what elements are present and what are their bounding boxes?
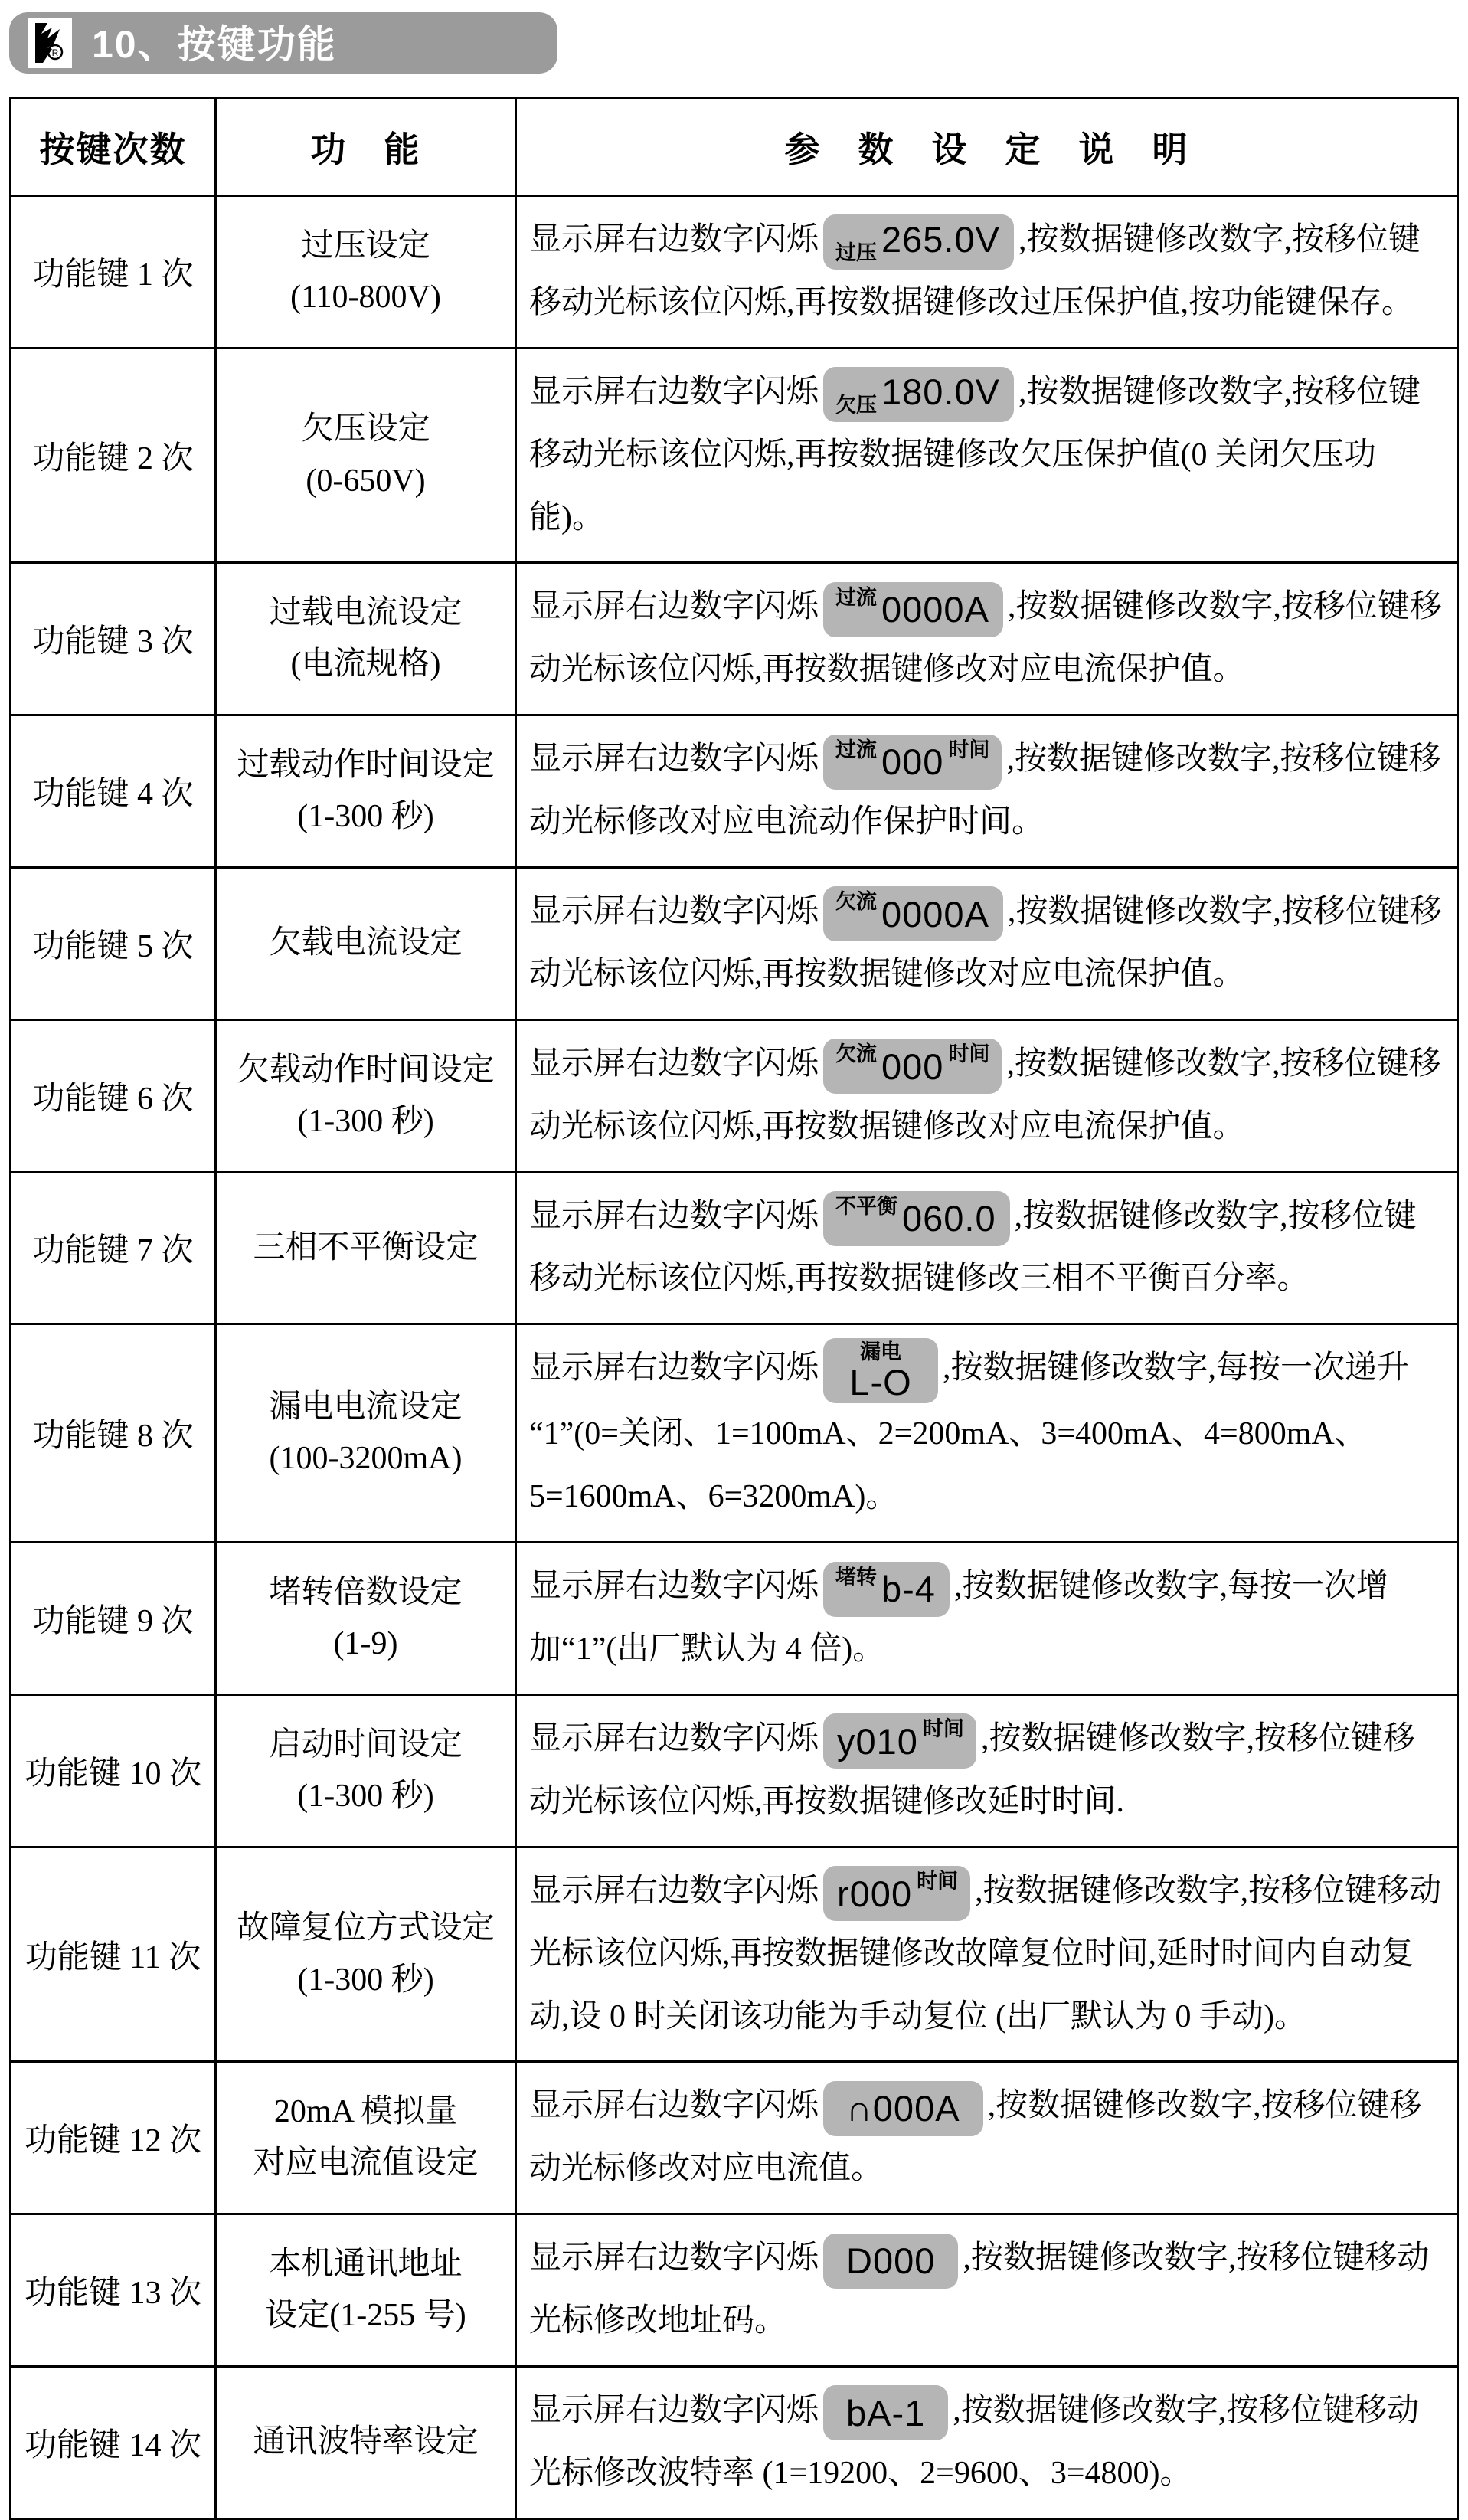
brand-logo-icon	[28, 18, 72, 68]
presses-cell: 功能键 7 次	[11, 1172, 216, 1324]
lcd-suffix: 时间	[948, 1042, 990, 1066]
lcd-display-badge	[823, 582, 1003, 637]
table-row	[11, 1324, 1458, 1543]
lcd-value: b-4	[881, 1569, 936, 1610]
lcd-suffix: 时间	[922, 1717, 964, 1741]
presses-cell: 功能键 1 次	[11, 196, 216, 349]
desc-before-text: 显示屏右边数字闪烁	[529, 374, 819, 410]
lcd-display-badge	[823, 2234, 958, 2289]
table-row	[11, 2214, 1458, 2367]
desc-before-text: 显示屏右边数字闪烁	[529, 2240, 819, 2276]
key-function-table	[9, 97, 1459, 2520]
lcd-value: D000	[846, 2240, 936, 2282]
description-cell	[516, 1694, 1458, 1847]
function-line: 20mA 模拟量	[273, 2094, 458, 2130]
table-row	[11, 563, 1458, 715]
function-cell	[216, 1324, 516, 1543]
function-cell	[216, 563, 516, 715]
desc-after-text: ,按数据键修改数字,按移位键移动光标该位闪烁,再按数据键修改三相不平衡百分率。	[529, 1198, 1417, 1297]
function-line: 本机通讯地址	[269, 2246, 463, 2282]
desc-before-text: 显示屏右边数字闪烁	[529, 1350, 819, 1386]
lcd-value: 0000A	[881, 589, 989, 630]
table-row	[11, 2366, 1458, 2518]
table-row	[11, 1694, 1458, 1847]
description-cell	[516, 2214, 1458, 2367]
function-cell	[216, 868, 516, 1020]
description-cell	[516, 1172, 1458, 1324]
lcd-label: 欠流	[835, 1042, 878, 1066]
function-line: (1-300 秒)	[297, 1962, 434, 1998]
lcd-display-badge	[823, 1562, 950, 1617]
function-line: 过载动作时间设定	[237, 747, 495, 783]
description-cell	[516, 2366, 1458, 2518]
lcd-value: 0000A	[881, 893, 989, 934]
lcd-label: 堵转	[835, 1565, 878, 1589]
description-cell	[516, 348, 1458, 563]
desc-after-text: ,按数据键修改数字,按移位键移动光标修改波特率 (1=19200、2=9600、3=4800)。	[529, 2392, 1420, 2491]
table-row	[11, 1019, 1458, 1172]
desc-after-text: ,按数据键修改数字,每按一次增加“1”(出厂默认为 4 倍)。	[529, 1569, 1388, 1667]
function-line: 故障复位方式设定	[237, 1910, 495, 1946]
presses-cell: 功能键 9 次	[11, 1543, 216, 1695]
lcd-display-badge	[823, 1338, 938, 1403]
lcd-label: 欠压	[835, 393, 878, 417]
lcd-display-badge	[823, 735, 1002, 790]
desc-before-text: 显示屏右边数字闪烁	[529, 2392, 819, 2428]
function-cell	[216, 1172, 516, 1324]
header-function: 功 能	[216, 98, 516, 196]
function-line: (1-300 秒)	[297, 799, 434, 835]
lcd-value: 265.0V	[881, 218, 1000, 260]
lcd-value: 060.0	[902, 1198, 996, 1239]
function-cell	[216, 196, 516, 349]
function-line: 过压设定	[301, 227, 430, 263]
table-row	[11, 196, 1458, 349]
function-line: 欠压设定	[301, 411, 430, 447]
presses-cell: 功能键 6 次	[11, 1019, 216, 1172]
function-cell	[216, 1847, 516, 2062]
function-cell	[216, 1694, 516, 1847]
desc-after-text: ,按数据键修改数字,按移位键移动光标该位闪烁,再按数据键修改欠压保护值(0 关闭欠压功能)。	[529, 374, 1421, 535]
presses-cell: 功能键 3 次	[11, 563, 216, 715]
lcd-label: 过流	[835, 738, 878, 761]
lcd-label: 不平衡	[835, 1194, 898, 1218]
function-line: 对应电流值设定	[253, 2145, 479, 2181]
function-line: 堵转倍数设定	[269, 1574, 463, 1610]
desc-after-text: ,按数据键修改数字,按移位键移动光标该位闪烁,再按数据键修改对应电流保护值。	[529, 589, 1442, 688]
function-cell	[216, 2062, 516, 2214]
function-line: (1-9)	[333, 1626, 398, 1662]
desc-after-text: ,按数据键修改数字,按移位键移动光标该位闪烁,再按数据键修改对应电流保护值。	[529, 1046, 1441, 1144]
function-line: (100-3200mA)	[269, 1441, 463, 1477]
desc-after-text: ,按数据键修改数字,每按一次递升 “1”(0=关闭、1=100mA、2=200mA、3=400mA、4=800mA、5=1600mA、6=3200mA)。	[529, 1350, 1410, 1515]
presses-cell: 功能键 14 次	[11, 2366, 216, 2518]
lcd-label: 漏电	[860, 1340, 902, 1364]
presses-cell: 功能键 12 次	[11, 2062, 216, 2214]
lcd-value: bA-1	[846, 2392, 926, 2433]
description-cell	[516, 715, 1458, 868]
header-row	[11, 98, 1458, 196]
function-line: (电流规格)	[290, 646, 441, 682]
description-cell	[516, 196, 1458, 349]
desc-after-text: ,按数据键修改数字,按移位键移动光标该位闪烁,再按数据键修改过压保护值,按功能键保存。	[529, 222, 1421, 320]
function-line: 三相不平衡设定	[253, 1229, 479, 1265]
function-line: 启动时间设定	[269, 1726, 463, 1762]
lcd-value: ∩000A	[846, 2088, 960, 2129]
desc-before-text: 显示屏右边数字闪烁	[529, 1046, 819, 1082]
header-description: 参 数 设 定 说 明	[516, 98, 1458, 196]
desc-after-text: ,按数据键修改数字,按移位键移动光标修改地址码。	[529, 2240, 1430, 2339]
function-line: 设定(1-255 号)	[265, 2298, 466, 2334]
function-cell	[216, 715, 516, 868]
section-banner	[9, 12, 557, 74]
description-cell	[516, 868, 1458, 1020]
desc-after-text: ,按数据键修改数字,按移位键移动光标修改对应电流值。	[529, 2088, 1422, 2187]
table-body	[11, 196, 1458, 2519]
function-line: 欠载电流设定	[269, 925, 463, 961]
function-line: 过载电流设定	[269, 595, 463, 631]
function-line: (1-300 秒)	[297, 1103, 434, 1139]
lcd-display-badge	[823, 1039, 1002, 1094]
lcd-display-badge	[823, 2081, 983, 2136]
presses-cell: 功能键 13 次	[11, 2214, 216, 2367]
presses-cell: 功能键 2 次	[11, 348, 216, 563]
table-row	[11, 868, 1458, 1020]
desc-before-text: 显示屏右边数字闪烁	[529, 1569, 819, 1605]
function-line: (1-300 秒)	[297, 1778, 434, 1814]
description-cell	[516, 2062, 1458, 2214]
section-title: 10、按键功能	[92, 23, 337, 66]
desc-before-text: 显示屏右边数字闪烁	[529, 222, 819, 257]
lcd-display-badge	[823, 886, 1003, 941]
table-row	[11, 1543, 1458, 1695]
lcd-display-badge	[823, 367, 1014, 422]
lcd-label: 欠流	[835, 890, 878, 914]
lcd-value: 000	[881, 741, 944, 783]
desc-after-text: ,按数据键修改数字,按移位键移动光标该位闪烁,再按数据键修改延时时间.	[529, 1720, 1415, 1819]
lcd-display-badge	[823, 214, 1014, 270]
function-cell	[216, 1019, 516, 1172]
presses-cell: 功能键 8 次	[11, 1324, 216, 1543]
table-row	[11, 2062, 1458, 2214]
table-row	[11, 1847, 1458, 2062]
lcd-value: 000	[881, 1046, 944, 1087]
lcd-display-badge	[823, 1866, 970, 1921]
desc-after-text: ,按数据键修改数字,按移位键移动光标该位闪烁,再按数据键修改故障复位时间,延时时间内自动复动,设 0 时关闭该功能为手动复位 (出厂默认为 0 手动)。	[529, 1873, 1442, 2034]
function-cell	[216, 2366, 516, 2518]
table-row	[11, 348, 1458, 563]
lcd-display-badge	[823, 2385, 948, 2440]
table-row	[11, 1172, 1458, 1324]
function-cell	[216, 1543, 516, 1695]
lcd-label: 过流	[835, 585, 878, 609]
lcd-suffix: 时间	[948, 738, 990, 761]
description-cell	[516, 1324, 1458, 1543]
function-line: 通讯波特率设定	[253, 2424, 479, 2460]
desc-before-text: 显示屏右边数字闪烁	[529, 741, 819, 777]
desc-before-text: 显示屏右边数字闪烁	[529, 589, 819, 625]
lcd-display-badge	[823, 1713, 976, 1769]
description-cell	[516, 1019, 1458, 1172]
lcd-label: 过压	[835, 241, 878, 265]
desc-before-text: 显示屏右边数字闪烁	[529, 1720, 819, 1756]
desc-before-text: 显示屏右边数字闪烁	[529, 1198, 819, 1234]
lcd-value: L-O	[849, 1362, 912, 1403]
lcd-value: 180.0V	[881, 371, 1000, 412]
description-cell	[516, 563, 1458, 715]
description-cell	[516, 1543, 1458, 1695]
function-line: (0-650V)	[306, 463, 426, 499]
svg-text:R: R	[51, 47, 59, 58]
lcd-suffix: 时间	[917, 1870, 959, 1893]
presses-cell: 功能键 10 次	[11, 1694, 216, 1847]
function-line: 漏电电流设定	[269, 1389, 463, 1425]
desc-after-text: ,按数据键修改数字,按移位键移动光标修改对应电流动作保护时间。	[529, 741, 1441, 840]
header-presses: 按键次数	[11, 98, 216, 196]
function-line: 欠载动作时间设定	[237, 1052, 495, 1088]
desc-before-text: 显示屏右边数字闪烁	[529, 2088, 819, 2124]
lcd-display-badge	[823, 1191, 1010, 1246]
desc-before-text: 显示屏右边数字闪烁	[529, 1873, 819, 1909]
function-cell	[216, 2214, 516, 2367]
table-row	[11, 715, 1458, 868]
description-cell	[516, 1847, 1458, 2062]
presses-cell: 功能键 4 次	[11, 715, 216, 868]
lcd-value: r000	[837, 1873, 913, 1914]
presses-cell: 功能键 5 次	[11, 868, 216, 1020]
desc-after-text: ,按数据键修改数字,按移位键移动光标该位闪烁,再按数据键修改对应电流保护值。	[529, 894, 1442, 992]
presses-cell: 功能键 11 次	[11, 1847, 216, 2062]
function-cell	[216, 348, 516, 563]
desc-before-text: 显示屏右边数字闪烁	[529, 894, 819, 930]
lcd-value: y010	[837, 1720, 918, 1762]
function-line: (110-800V)	[290, 279, 441, 315]
